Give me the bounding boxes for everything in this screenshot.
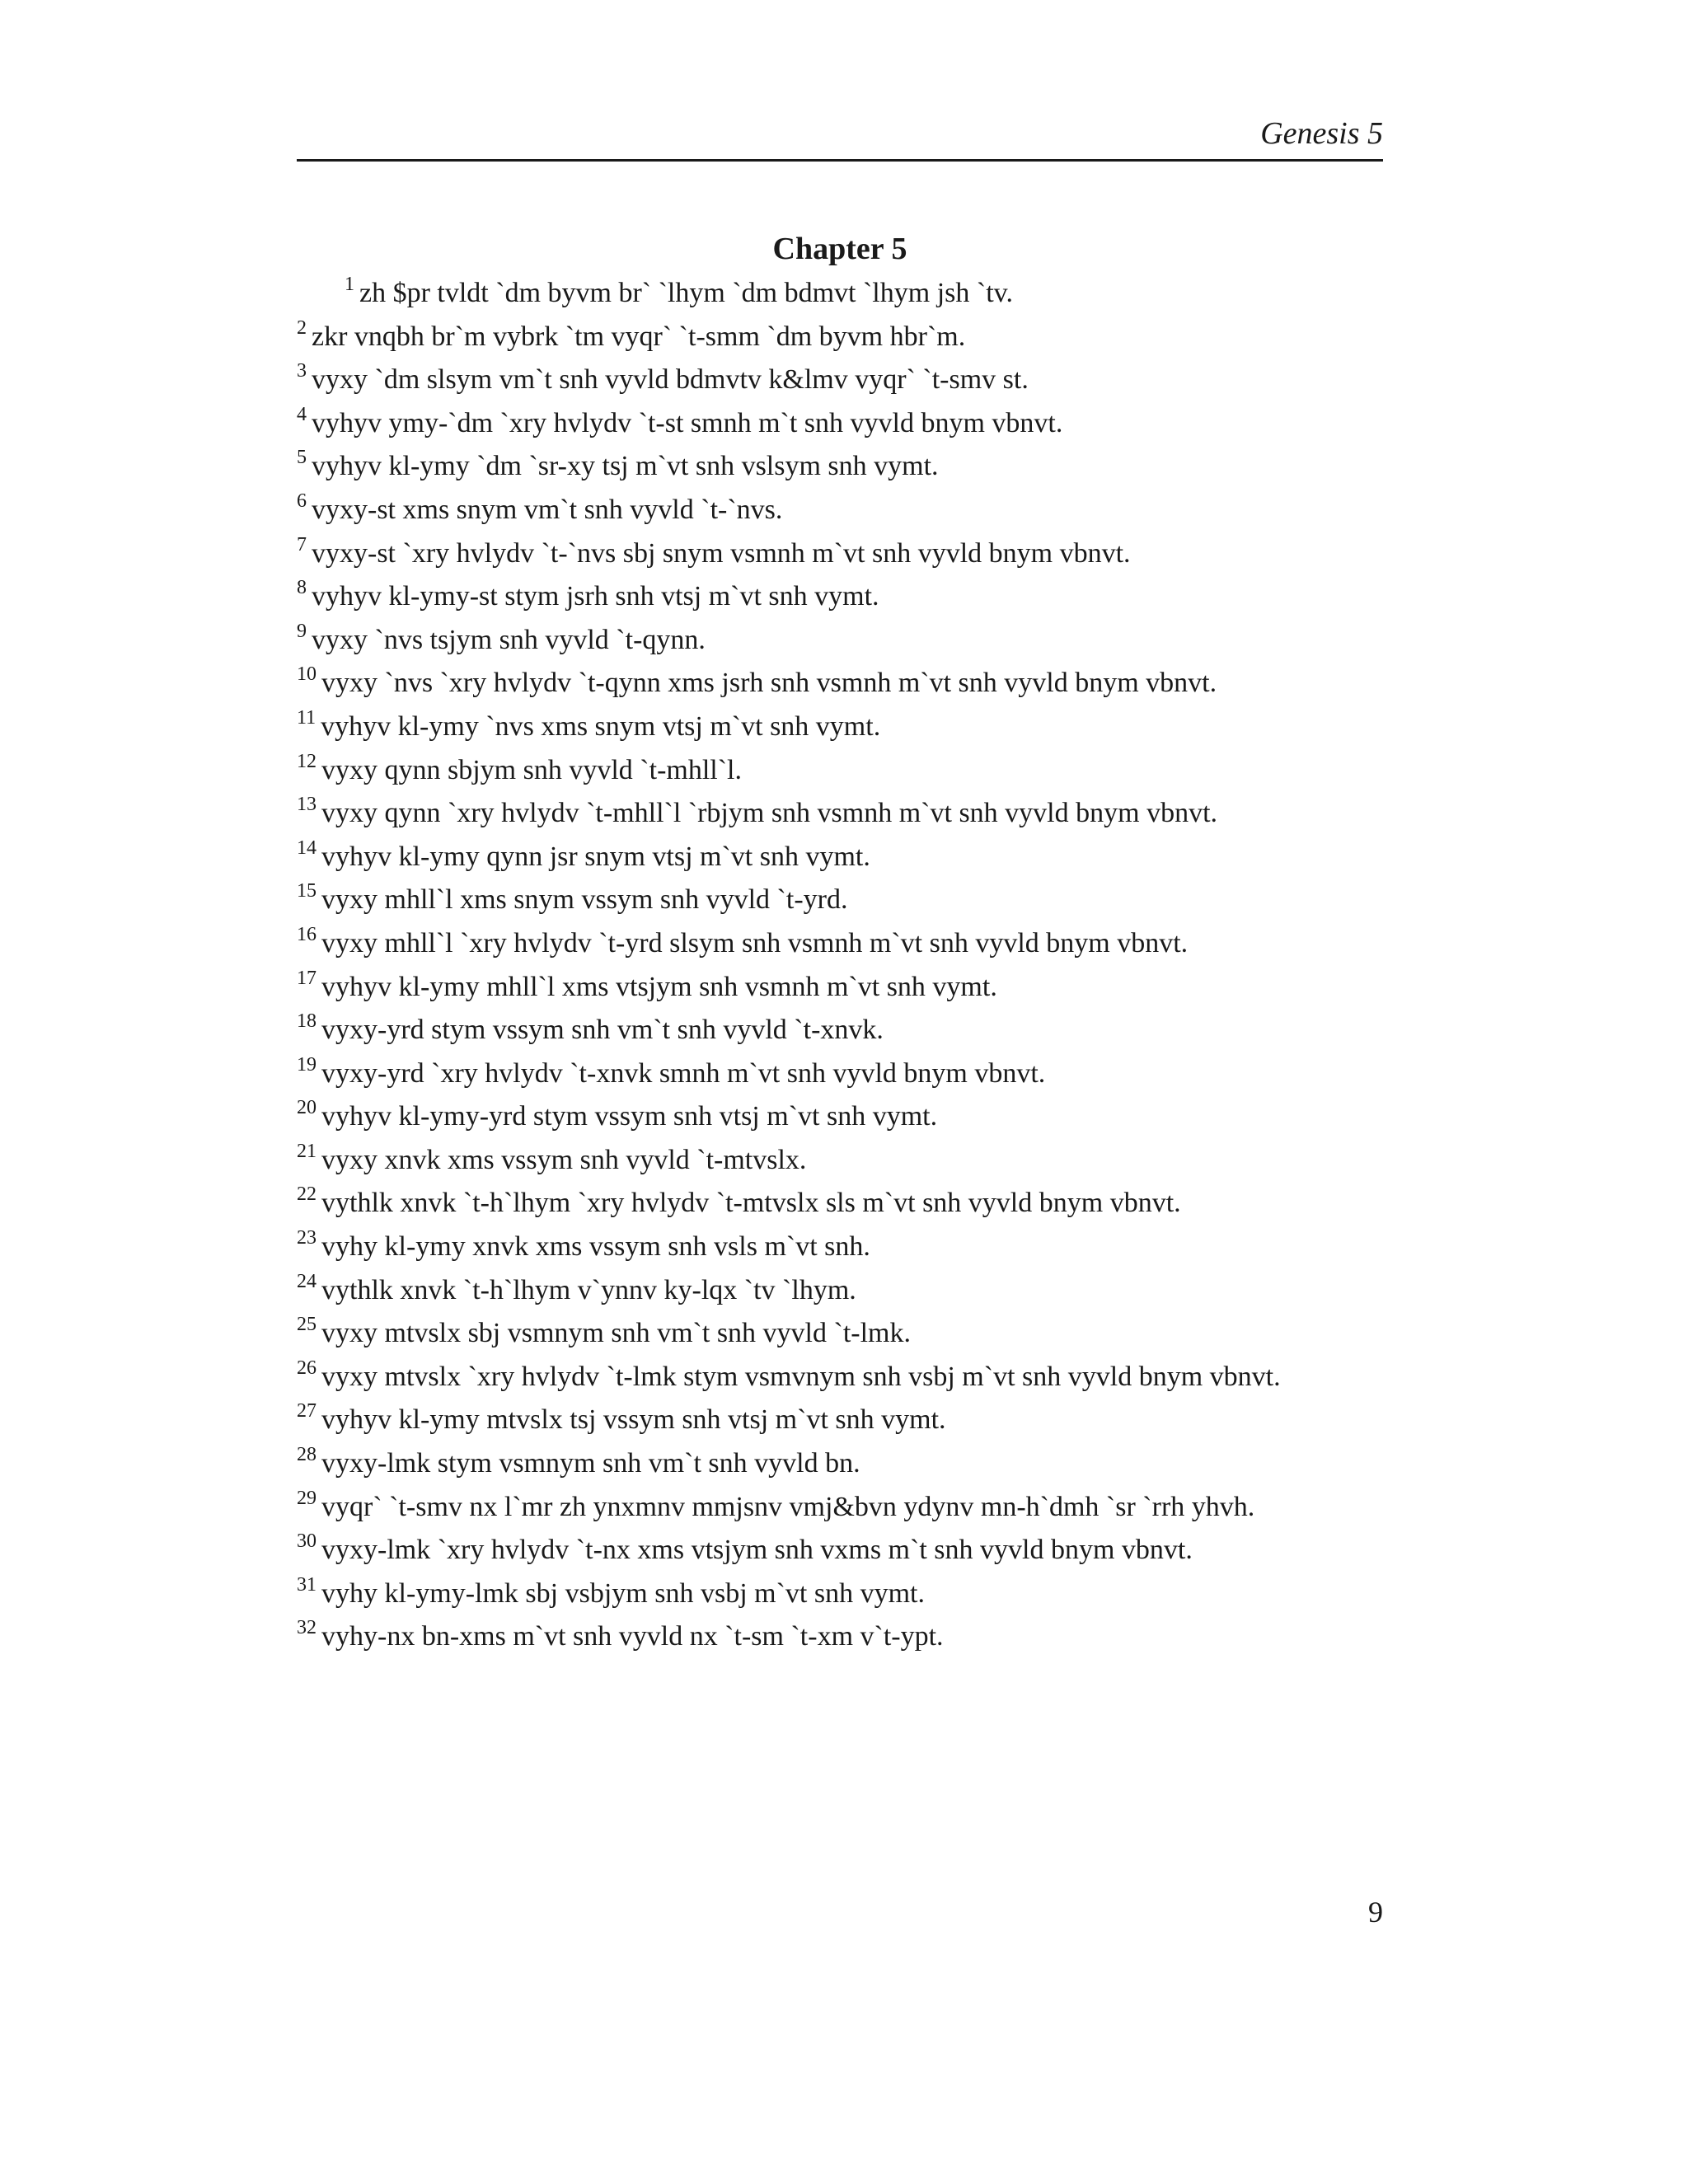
verse-number: 10: [297, 663, 316, 686]
verse-number: 5: [297, 447, 307, 469]
verse: [297, 1312, 1383, 1356]
verse-text: vyxy-lmk `xry hvlydv `t-nx xms vtsjym snh vxms m`t snh vyvld bnym vbnvt.: [321, 1535, 1193, 1566]
verse-text: vyxy-lmk stym vsmnym snh vm`t snh vyvld bn.: [321, 1448, 860, 1479]
verse-text: vyxy `nvs tsjym snh vyvld `t-qynn.: [312, 624, 706, 655]
verse-number: 30: [297, 1530, 316, 1553]
verse: [297, 1139, 1383, 1183]
verse-text: vyxy mhll`l `xry hvlydv `t-yrd slsym snh vsmnh m`vt snh vyvld bnym vbnvt.: [321, 927, 1189, 958]
verse-number: 13: [297, 794, 316, 816]
verse: [297, 359, 1383, 402]
verse-number: 16: [297, 923, 316, 945]
verse-number: 32: [297, 1617, 316, 1639]
verse-text: vyxy mtvslx `xry hvlydv `t-lmk stym vsmvnym snh vsbj m`vt snh vyvld bnym vbnvt.: [321, 1361, 1281, 1392]
verse: [297, 1009, 1383, 1052]
verse-text: vyhyv kl-ymy qynn jsr snym vtsj m`vt snh vymt.: [321, 841, 870, 872]
verse: [297, 532, 1383, 576]
verse-text: vyhy kl-ymy xnvk xms vssym snh vsls m`vt snh.: [321, 1231, 870, 1263]
verse-number: 11: [297, 706, 316, 729]
verse-text: vythlk xnvk `t-h`lhym `xry hvlydv `t-mtvslx sls m`vt snh vyvld bnym vbnvt.: [321, 1188, 1181, 1219]
verse-text: vyhyv kl-ymy mhll`l xms vtsjym snh vsmnh m`vt snh vymt.: [321, 971, 997, 1002]
page-number: 9: [1368, 1896, 1383, 1929]
verse-number: 8: [297, 577, 307, 599]
verse-number: 27: [297, 1400, 316, 1422]
verse-number: 18: [297, 1010, 316, 1033]
verse: [297, 705, 1383, 749]
verse-list: [297, 272, 1383, 1659]
verse-text: vyxy-st xms snym vm`t snh vyvld `t-`nvs.: [312, 494, 783, 525]
verse-number: 24: [297, 1270, 316, 1292]
running-head: Genesis 5: [1260, 116, 1383, 151]
verse: [297, 575, 1383, 619]
verse-number: 22: [297, 1183, 316, 1206]
verse-number: 14: [297, 837, 316, 859]
verse-number: 6: [297, 490, 307, 512]
verse-text: vyhyv kl-ymy-yrd stym vssym snh vtsj m`vt snh vymt.: [321, 1101, 938, 1132]
verse-text: vyxy qynn sbjym snh vyvld `t-mhll`l.: [321, 754, 742, 785]
verse-number: 26: [297, 1357, 316, 1379]
verse-text: vyxy mhll`l xms snym vssym snh vyvld `t-yrd.: [321, 884, 848, 916]
chapter-title: Chapter 5: [772, 232, 907, 266]
verse-text: vyhyv ymy-`dm `xry hvlydv `t-st smnh m`t snh vyvld bnym vbnvt.: [312, 407, 1063, 438]
verse-text: vyqr` `t-smv nx l`mr zh ynxmnv mmjsnv vmj&bvn ydynv mn-h`dmh `sr `rrh yhvh.: [321, 1491, 1255, 1522]
verse: [297, 1399, 1383, 1442]
verse: [297, 1269, 1383, 1313]
verse-number: 29: [297, 1487, 316, 1509]
verse-number: 4: [297, 403, 307, 425]
verse-text: vyhyv kl-ymy `dm `sr-xy tsj m`vt snh vslsym snh vymt.: [312, 451, 939, 482]
verse-text: vyhy-nx bn-xms m`vt snh vyvld nx `t-sm `t-xm v`t-ypt.: [321, 1621, 944, 1652]
verse: [297, 922, 1383, 966]
verse-number: 3: [297, 360, 307, 382]
verse-text: vythlk xnvk `t-h`lhym v`ynnv ky-lqx `tv `lhym.: [321, 1274, 856, 1305]
verse-text: vyxy-yrd `xry hvlydv `t-xnvk smnh m`vt snh vyvld bnym vbnvt.: [321, 1057, 1046, 1089]
verse: [297, 1442, 1383, 1486]
verse: [297, 1356, 1383, 1399]
verse-number: 21: [297, 1140, 316, 1162]
verse: [297, 792, 1383, 836]
verse: [297, 879, 1383, 922]
header-rule: [297, 159, 1383, 162]
verse-text: zh $pr tvldt `dm byvm br` `lhym `dm bdmvt `lhym jsh `tv.: [359, 278, 1013, 308]
verse: [297, 1486, 1383, 1530]
verse: [297, 1572, 1383, 1616]
verse-number: 31: [297, 1573, 316, 1596]
verse-text: vyxy `nvs `xry hvlydv `t-qynn xms jsrh snh vsmnh m`vt snh vyvld bnym vbnvt.: [321, 668, 1217, 699]
verse-text: vyhy kl-ymy-lmk sbj vsbjym snh vsbj m`vt snh vymt.: [321, 1577, 925, 1609]
verse-number: 12: [297, 750, 316, 772]
verse: [297, 749, 1383, 793]
verse: [297, 662, 1383, 705]
verse-text: vyhyv kl-ymy mtvslx tsj vssym snh vtsj m`vt snh vymt.: [321, 1404, 946, 1436]
verse-number: 23: [297, 1227, 316, 1249]
verse: [297, 836, 1383, 879]
verse: [297, 272, 1383, 316]
verse-number: 15: [297, 880, 316, 902]
verse-text: vyhyv kl-ymy-st stym jsrh snh vtsj m`vt snh vymt.: [312, 581, 879, 612]
verse: [297, 1615, 1383, 1659]
verse-text: vyxy xnvk xms vssym snh vyvld `t-mtvslx.: [321, 1144, 807, 1175]
verse-text: vyxy-yrd stym vssym snh vm`t snh vyvld `t-xnvk.: [321, 1015, 884, 1046]
verse: [297, 1226, 1383, 1269]
verse-text: vyxy-st `xry hvlydv `t-`nvs sbj snym vsmnh m`vt snh vyvld bnym vbnvt.: [312, 537, 1131, 569]
verse: [297, 619, 1383, 663]
verse: [297, 1095, 1383, 1139]
verse-text: zkr vnqbh br`m vybrk `tm vyqr` `t-smm `dm byvm hbr`m.: [312, 321, 966, 352]
verse-number: 9: [297, 620, 307, 642]
verse-number: 7: [297, 533, 307, 555]
verse-number: 19: [297, 1053, 316, 1076]
verse-number: 25: [297, 1314, 316, 1336]
verse: [297, 1052, 1383, 1096]
verse-text: vyxy mtvslx sbj vsmnym snh vm`t snh vyvld `t-lmk.: [321, 1318, 911, 1349]
verse-number: 17: [297, 967, 316, 989]
verse-number: 2: [297, 316, 307, 339]
verse: [297, 445, 1383, 489]
verse-number: 28: [297, 1444, 316, 1466]
verse: [297, 316, 1383, 359]
verse: [297, 1182, 1383, 1226]
verse-number: 1: [345, 274, 354, 295]
verse: [297, 489, 1383, 532]
verse-number: 20: [297, 1097, 316, 1119]
verse: [297, 966, 1383, 1010]
verse-text: vyhyv kl-ymy `nvs xms snym vtsj m`vt snh vymt.: [321, 710, 881, 742]
verse: [297, 402, 1383, 446]
verse-text: vyxy `dm slsym vm`t snh vyvld bdmvtv k&lmv vyqr` `t-smv st.: [312, 364, 1029, 396]
verse-text: vyxy qynn `xry hvlydv `t-mhll`l `rbjym snh vsmnh m`vt snh vyvld bnym vbnvt.: [321, 798, 1218, 829]
verse: [297, 1529, 1383, 1572]
